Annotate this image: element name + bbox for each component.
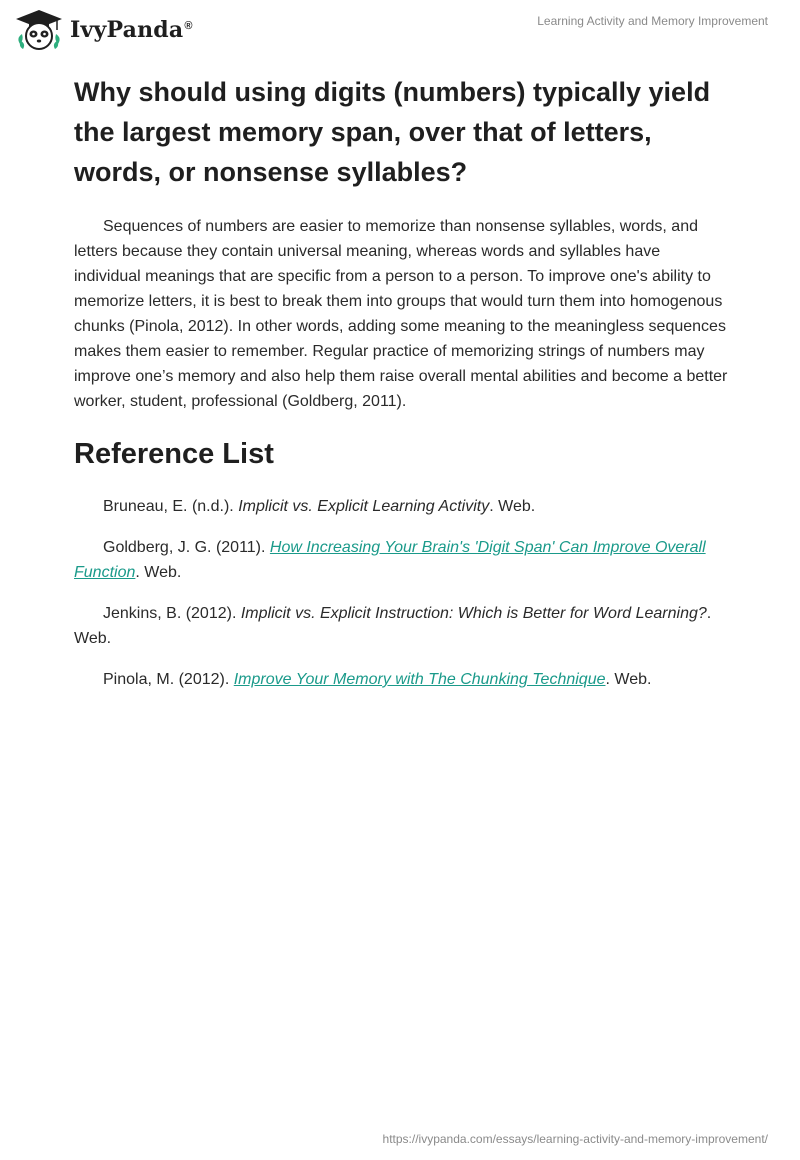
reference-author: Pinola, M. (2012). [103,671,234,688]
question-heading: Why should using digits (numbers) typically yield the largest memory span, over that of letters, words, or nonsense syllables? [74,77,711,187]
reference-link-pinola[interactable]: Improve Your Memory with The Chunking Technique [233,671,606,688]
logo-text: IvyPanda® [70,17,193,43]
reference-author: Jenkins, B. (2012). [103,605,241,622]
reference-author: Bruneau, E. (n.d.). [103,498,239,515]
reference-item-jenkins [74,601,730,651]
registered-mark: ® [184,19,193,32]
footer-url[interactable]: https://ivypanda.com/essays/learning-activity-and-memory-improvement/ [382,1132,768,1146]
reference-tail: . Web. [489,498,536,515]
reference-author: Goldberg, J. G. (2011). [103,539,270,556]
panda-graduate-icon [14,8,64,52]
reference-title: Implicit vs. Explicit Learning Activity [238,498,490,515]
ivypanda-logo[interactable] [14,8,193,52]
reference-list-heading: Reference List [74,438,274,470]
reference-item-bruneau [74,494,730,519]
article-content [74,72,730,708]
reference-tail: . Web. [605,671,652,688]
reference-tail: . Web. [74,605,712,647]
reference-item-goldberg [74,535,730,585]
answer-paragraph: Sequences of numbers are easier to memorize than nonsense syllables, words, and letters because they contain universal meaning, whereas words and syllables have individual meanings that are specific from a person to a person. To improve one's ability to memorize letters, it is best to break them into groups that would turn them into homogenous chunks (Pinola, 2012). In other words, adding some meaning to the meaningless sequences makes them easier to remember. Regular practice of memorizing strings of numbers may improve one’s memory and also help them raise overall mental abilities and become a better worker, student, professional (Goldberg, 2011). [74,218,728,410]
page-header [0,0,800,60]
document-title: Learning Activity and Memory Improvement [537,14,768,28]
reference-link-goldberg[interactable]: How Increasing Your Brain's 'Digit Span' Can Improve Overall Function [74,539,706,581]
reference-tail: . Web. [135,564,182,581]
reference-item-pinola [74,667,730,692]
reference-title: Implicit vs. Explicit Instruction: Which is Better for Word Learning? [240,605,707,622]
